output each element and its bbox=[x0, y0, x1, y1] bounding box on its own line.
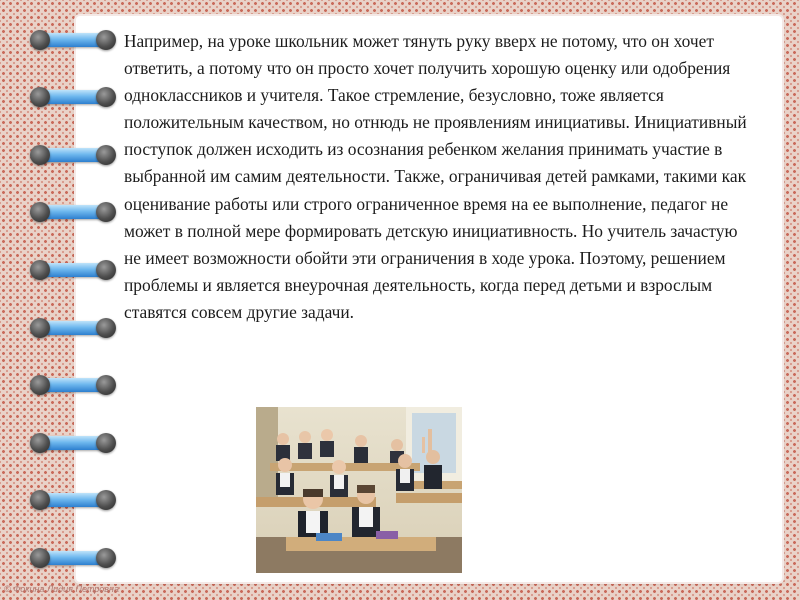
classroom-photo bbox=[256, 407, 462, 573]
binding-ring-icon bbox=[30, 317, 116, 339]
spiral-binding bbox=[0, 0, 130, 600]
binding-ring-icon bbox=[30, 29, 116, 51]
binding-ring-icon bbox=[30, 432, 116, 454]
binding-ring-icon bbox=[30, 489, 116, 511]
slide-paragraph: Например, на уроке школьник может тянуть руку вверх не потому, что он хочет ответить, а потому что он просто хочет получить хорошую оценку или одобрения одноклассников и учителя. Такое стремление, безусловно, тоже является положительным качеством, но отнюдь не проявлениям инициативы. Инициативный поступок должен исходить из осознания ребенком желания принимать участие в выбранной им самим деятельности. Также, ограничивая детей рамками, такими как оценивание работы или строго ограниченное время на ее выполнение, педагог не может в полной мере формировать детскую инициативность. Но учитель зачастую не имеет возможности обойти эти ограничения в ходе урока. Поэтому, решением проблемы и является внеурочная деятельность, когда перед детьми и взрослым ставятся совсем другие задачи. bbox=[124, 31, 747, 322]
binding-ring-icon bbox=[30, 259, 116, 281]
binding-ring-icon bbox=[30, 374, 116, 396]
author-watermark: © Фокина Лидия Петровна bbox=[4, 584, 119, 594]
binding-ring-icon bbox=[30, 201, 116, 223]
binding-ring-icon bbox=[30, 86, 116, 108]
binding-ring-icon bbox=[30, 144, 116, 166]
binding-ring-icon bbox=[30, 547, 116, 569]
